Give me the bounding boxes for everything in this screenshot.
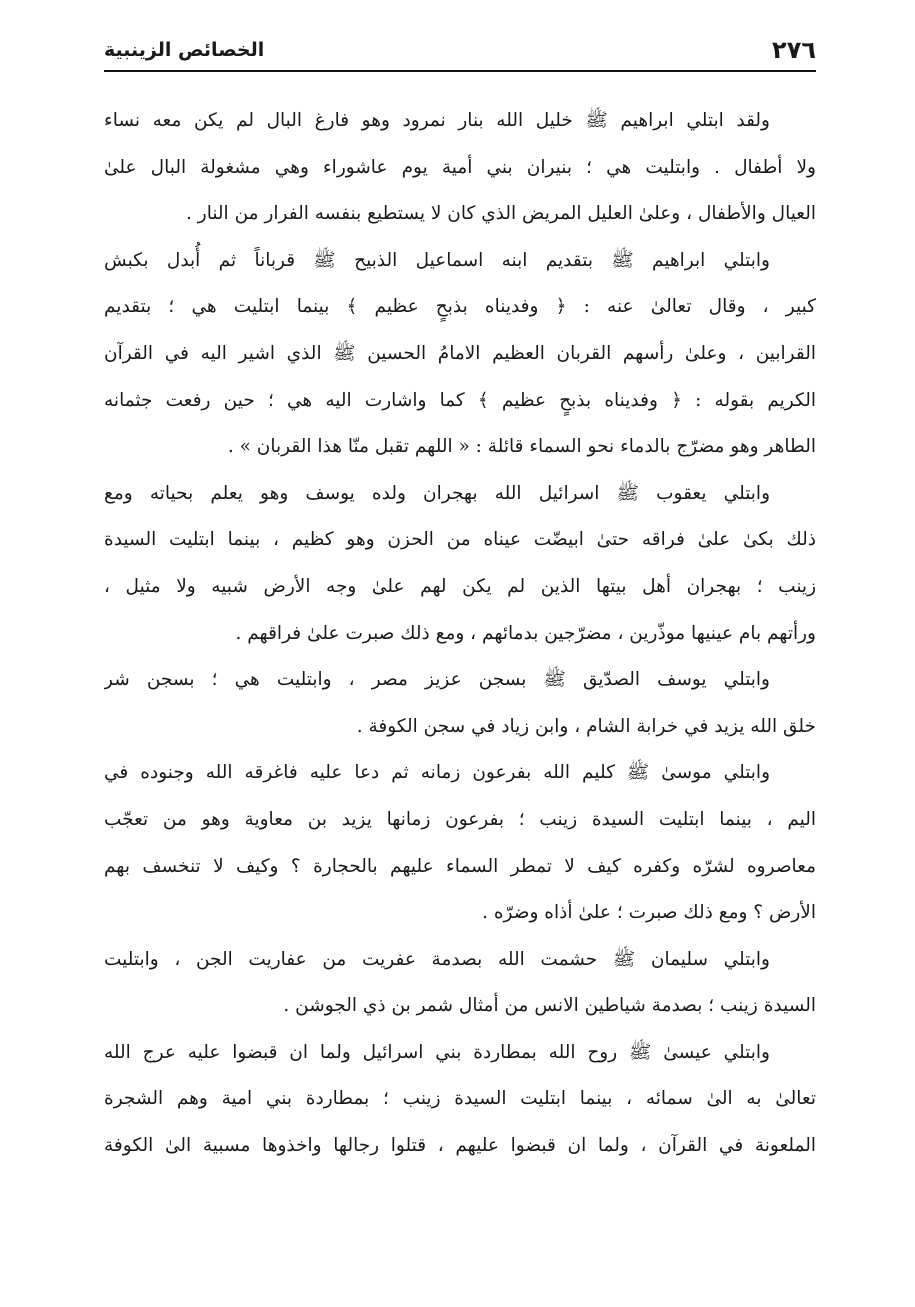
text-line: وابتلي يعقوب ﷺ اسرائيل الله بهجران ولده يوسف وهو يعلم بحياته ومع: [104, 482, 770, 504]
text-line: الملعونة في القرآن ، ولما ان قبضوا عليهم ، قتلوا رجالها واخذوها مسبية الىٰ الكوفة: [104, 1135, 816, 1157]
text-line: وابتلي موسىٰ ﷺ كليم الله بفرعون زمانه ثم دعا عليه فاغرقه الله وجنوده في: [104, 762, 770, 784]
text-line: ورأتهم بام عينيها موذّرين ، مضرّجين بدمائهم ، ومع ذلك صبرت علىٰ فراقهم .: [235, 622, 816, 644]
text-line: زينب ؛ بهجران أهل بيتها الذين لم يكن لهم علىٰ وجه الأرض شبيه ولا مثيل ،: [104, 575, 816, 597]
text-line: وابتلي عيسىٰ ﷺ روح الله بمطاردة بني اسرائيل ولما ان قبضوا عليه عرج الله: [104, 1041, 770, 1063]
text-line: خلق الله يزيد في خرابة الشام ، وابن زياد في سجن الكوفة .: [356, 715, 816, 737]
text-line: وابتلي سليمان ﷺ حشمت الله بصدمة عفريت من عفاريت الجن ، وابتليت: [104, 948, 770, 970]
page-header: [104, 30, 816, 72]
text-line: كبير ، وقال تعالىٰ عنه : ﴿ وفديناه بذبحٍ عظيم ﴾ بينما ابتليت هي ؛ بتقديم: [104, 296, 816, 318]
text-line: وابتلي يوسف الصدّيق ﷺ بسجن عزيز مصر ، وابتليت هي ؛ بسجن شر: [104, 669, 770, 691]
text-line: وابتلي ابراهيم ﷺ بتقديم ابنه اسماعيل الذبيح ﷺ قرباناً ثم أُبدل بكبش: [104, 249, 770, 271]
text-line: العيال والأطفال ، وعلىٰ العليل المريض الذي كان لا يستطيع بنفسه الفرار من النار .: [186, 203, 816, 225]
text-line: تعالىٰ به الىٰ سمائه ، بينما ابتليت السيدة زينب ؛ بمطاردة بني امية وهم الشجرة: [104, 1088, 816, 1110]
text-line: معاصروه لشرّه وكفره كيف لا تمطر السماء عليهم بالحجارة ؟ وكيف لا تنخسف بهم: [104, 855, 816, 877]
running-title: الخصائص الزينبية: [104, 39, 265, 61]
page-number: ٢٧٦: [772, 36, 816, 64]
text-line: ذلك بكىٰ علىٰ فراقه حتىٰ ابيضّت عيناه من الحزن وهو كظيم ، بينما ابتليت السيدة: [104, 529, 816, 551]
text-line: السيدة زينب ؛ بصدمة شياطين الانس من أمثال شمر بن ذي الجوشن .: [283, 995, 816, 1017]
text-line: الأرض ؟ ومع ذلك صبرت ؛ علىٰ أذاه وضرّه .: [482, 902, 816, 924]
body-text: [104, 98, 816, 1170]
text-line: القرابين ، وعلىٰ رأسهم القربان العظيم الامامُ الحسين ﷺ الذي اشير اليه في القرآن: [104, 342, 816, 364]
text-line: الكريم بقوله : ﴿ وفديناه بذبحٍ عظيم ﴾ كما واشارت اليه هي ؛ حين رفعت جثمانه: [104, 389, 816, 411]
text-line: اليم ، بينما ابتليت السيدة زينب ؛ بفرعون زمانها يزيد بن معاوية وهو من تعجّب: [104, 808, 816, 830]
text-line: الطاهر وهو مضرّج بالدماء نحو السماء قائلة : « اللهم تقبل منّا هذا القربان » .: [227, 436, 816, 458]
text-line: ولقد ابتلي ابراهيم ﷺ خليل الله بنار نمرود وهو فارغ البال لم يكن معه نساء: [104, 110, 770, 131]
text-line: ولا أطفال . وابتليت هي ؛ بنيران بني أمية يوم عاشوراء وهي مشغولة البال علىٰ: [104, 156, 816, 178]
